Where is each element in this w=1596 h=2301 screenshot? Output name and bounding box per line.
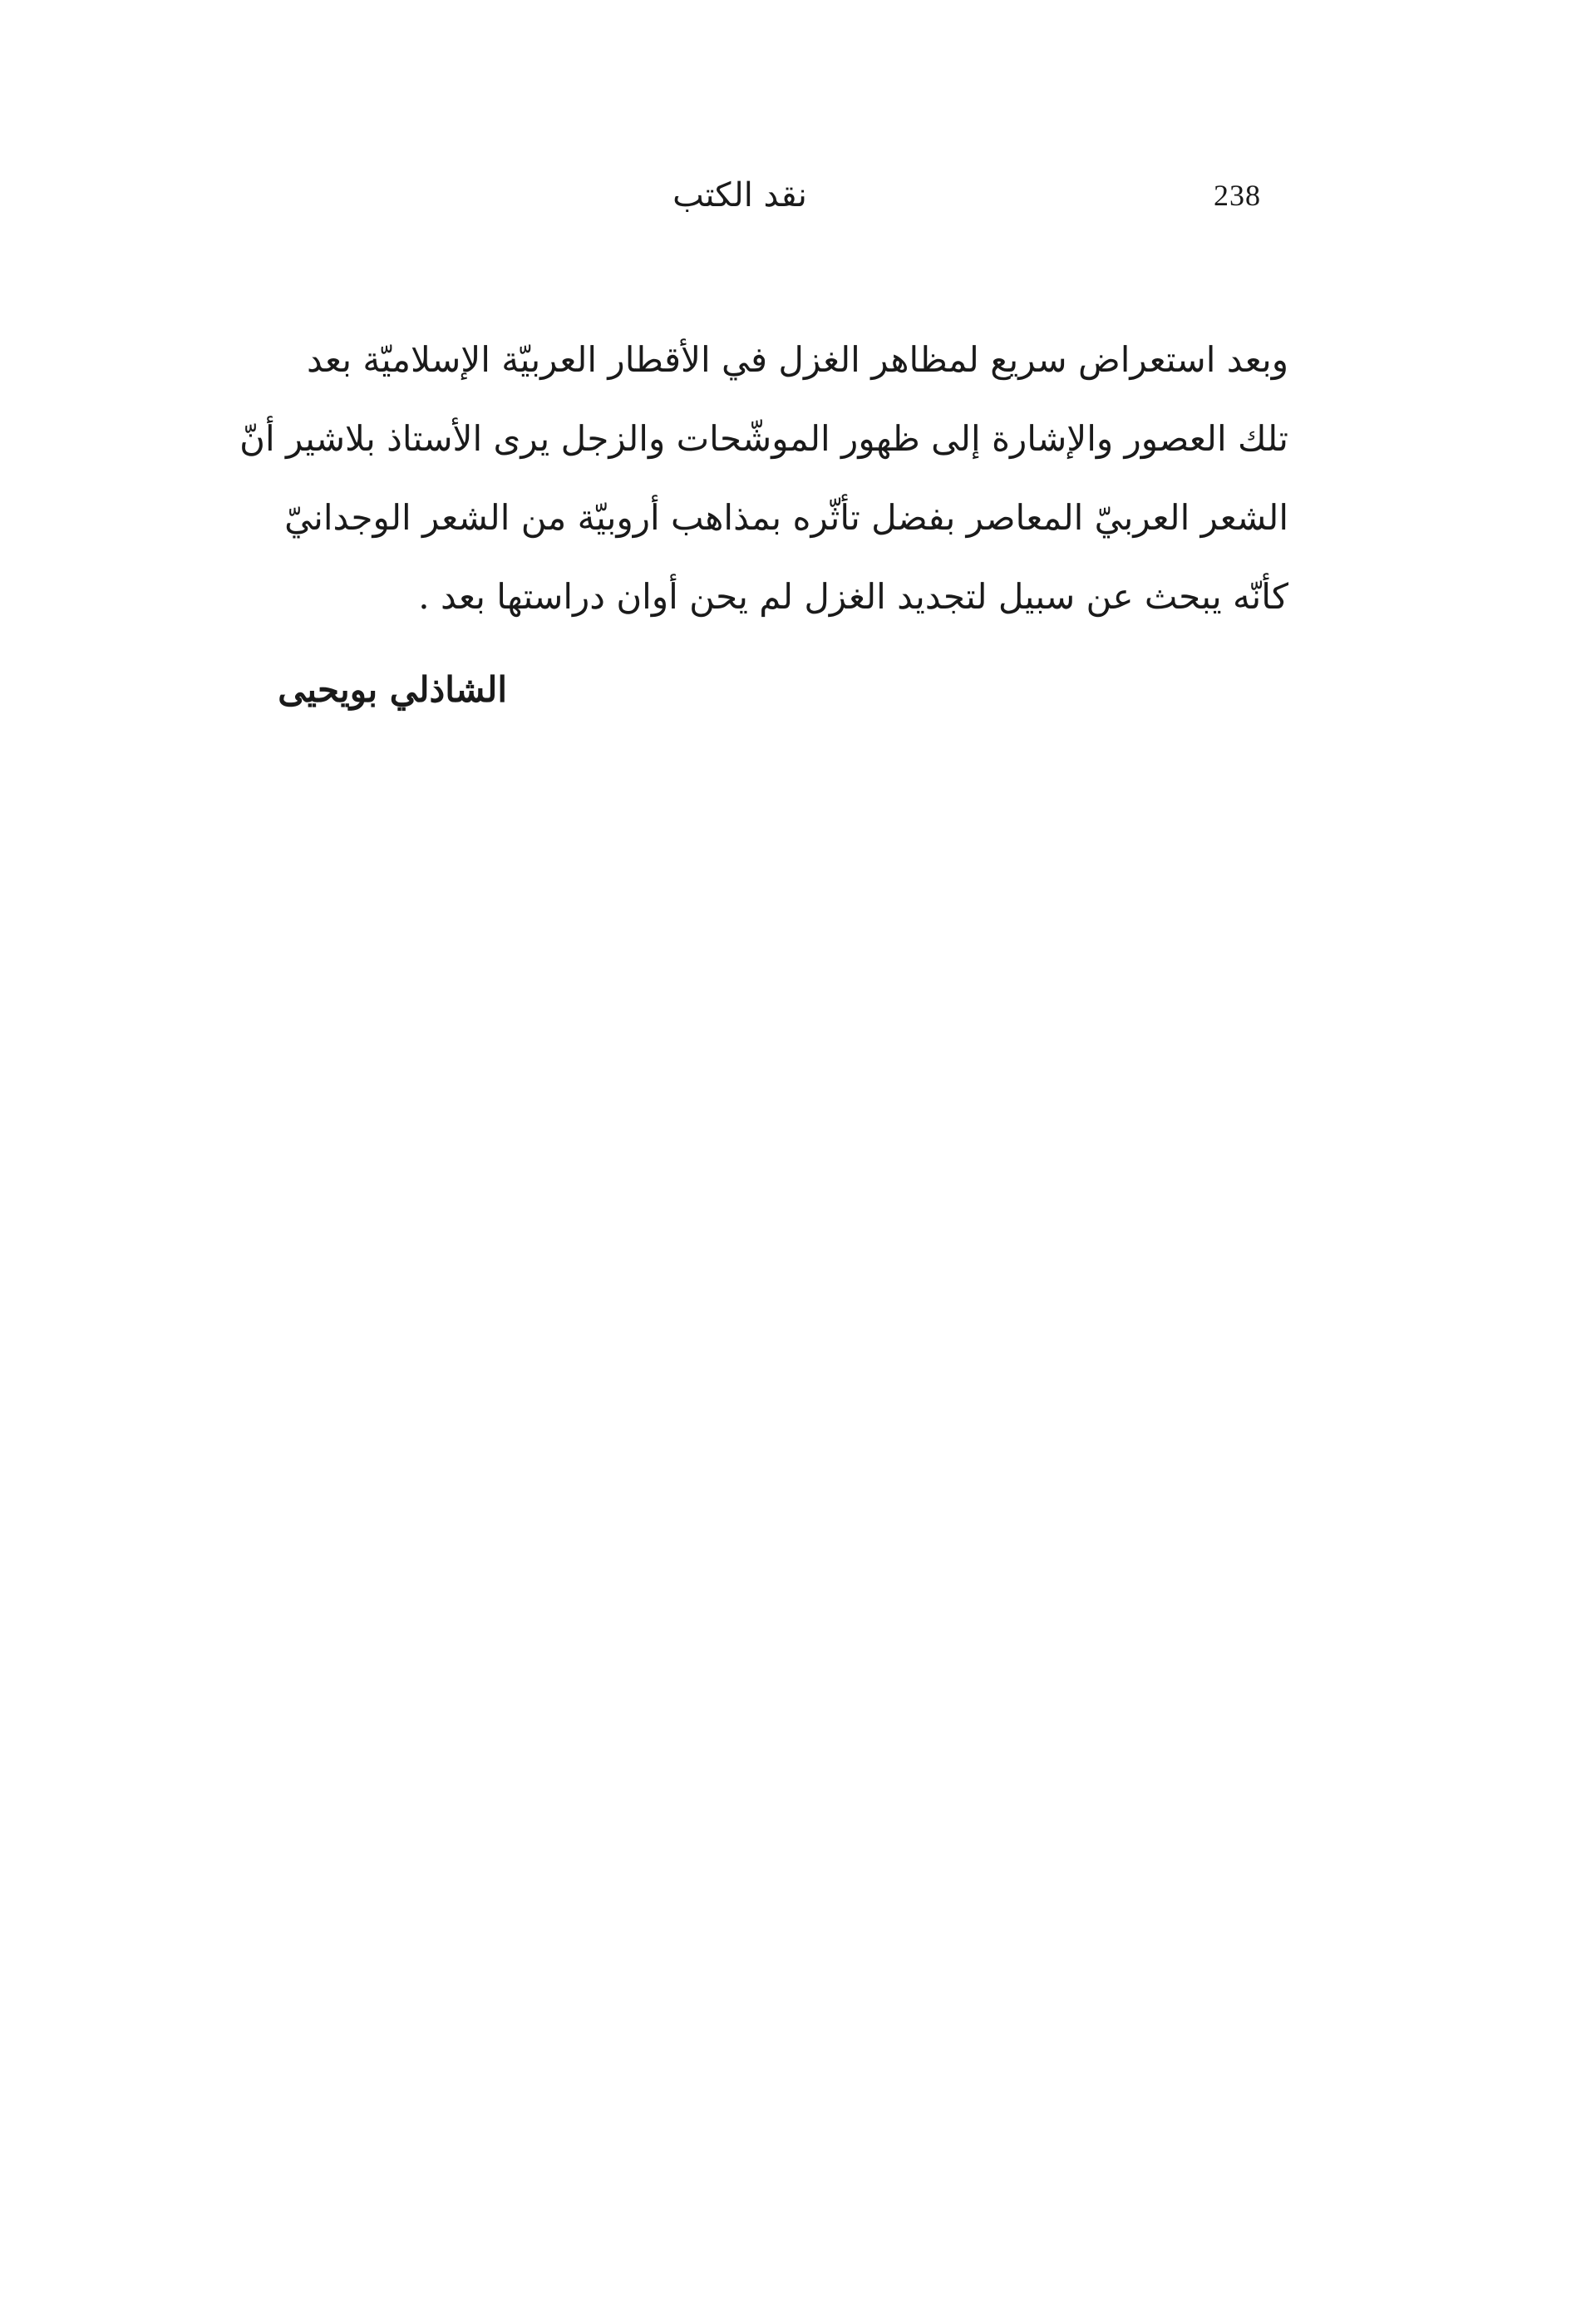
body-paragraph — [183, 320, 1288, 636]
paragraph-line: الشعر العربيّ المعاصر بفضل تأثّره بمذاهب أروبيّة من الشعر الوجدانيّ — [284, 497, 1288, 538]
running-title: نقد الكتب — [672, 176, 807, 214]
paragraph-line: كأنّه يبحث عن سبيل لتجديد الغزل لم يحن أوان دراستها بعد . — [418, 576, 1288, 617]
author-signature: الشاذلي بويحيى — [278, 669, 507, 710]
paragraph-line: وبعد استعراض سريع لمظاهر الغزل في الأقطار العربيّة الإسلاميّة بعد — [307, 339, 1288, 380]
page-number: 238 — [1214, 179, 1261, 212]
paragraph-line: تلك العصور والإشارة إلى ظهور الموشّحات والزجل يرى الأستاذ بلاشير أنّ — [239, 418, 1288, 459]
